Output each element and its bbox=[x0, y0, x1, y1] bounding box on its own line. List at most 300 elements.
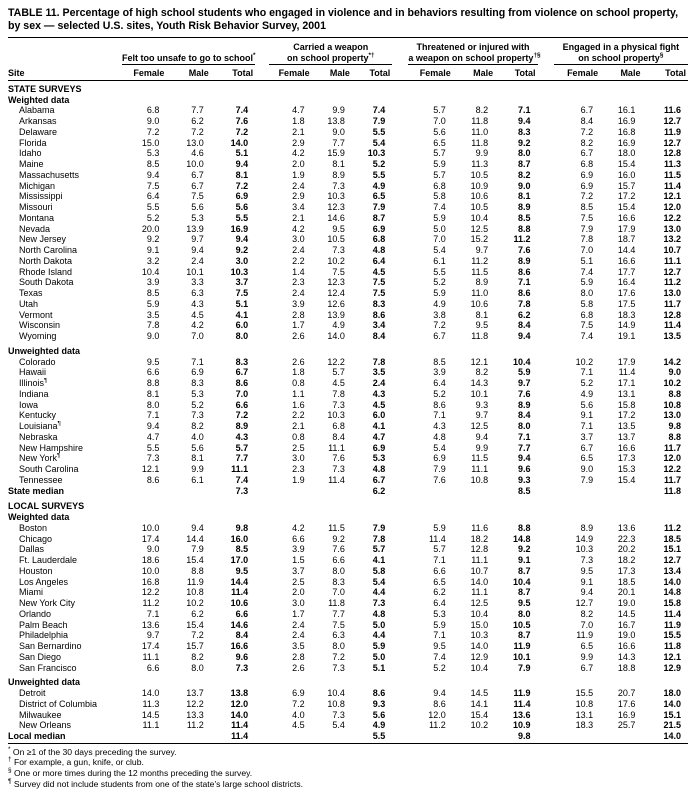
site-cell: Vermont bbox=[19, 309, 53, 320]
value-cell: 5.9 bbox=[433, 619, 446, 630]
total-value-cell: 10.4 bbox=[513, 356, 531, 367]
table-row bbox=[8, 116, 688, 127]
value-cell: 2.4 bbox=[292, 180, 305, 191]
value-cell: 17.6 bbox=[617, 698, 636, 709]
value-cell: 7.7 bbox=[191, 105, 204, 116]
table-row bbox=[8, 453, 688, 464]
total-value-cell: 8.8 bbox=[668, 431, 681, 442]
value-cell: 7.2 bbox=[332, 651, 345, 662]
column-gap bbox=[538, 299, 554, 310]
value-cell: 1.8 bbox=[292, 116, 305, 127]
value-cell: 18.3 bbox=[575, 720, 594, 731]
total-value-cell: 4.5 bbox=[372, 399, 386, 410]
column-gap bbox=[255, 688, 269, 699]
value-cell: 2.5 bbox=[292, 576, 305, 587]
total-value-cell: 11.8 bbox=[663, 641, 681, 652]
value-cell bbox=[408, 486, 452, 497]
total-value-cell: 11.1 bbox=[231, 464, 249, 475]
value-cell: 14.4 bbox=[186, 533, 204, 544]
total-value-cell: 7.6 bbox=[235, 116, 249, 127]
value-cell: 8.0 bbox=[580, 288, 594, 299]
column-gap bbox=[255, 710, 269, 721]
value-cell: 13.1 bbox=[617, 388, 636, 399]
table-row bbox=[8, 170, 688, 181]
site-cell: Philadelphia bbox=[19, 630, 69, 641]
total-value-cell: 14.0 bbox=[230, 709, 249, 720]
value-cell: 9.5 bbox=[580, 565, 594, 576]
value-cell: 6.4 bbox=[146, 191, 160, 202]
column-gap bbox=[255, 652, 269, 663]
value-cell: 10.9 bbox=[470, 180, 489, 191]
column-gap bbox=[538, 320, 554, 331]
value-cell: 10.2 bbox=[186, 598, 204, 609]
value-cell: 5.2 bbox=[433, 662, 446, 673]
total-value-cell: 18.0 bbox=[663, 688, 681, 699]
column-gap bbox=[392, 663, 408, 674]
value-cell: 16.6 bbox=[617, 212, 636, 223]
value-cell: 17.6 bbox=[617, 288, 636, 299]
value-cell: 15.4 bbox=[470, 709, 489, 720]
column-gap bbox=[392, 443, 408, 454]
total-value-cell: 3.0 bbox=[235, 255, 249, 266]
value-cell: 19.1 bbox=[617, 331, 636, 342]
value-cell: 5.9 bbox=[580, 277, 594, 288]
value-cell: 17.4 bbox=[141, 533, 160, 544]
value-cell: 2.4 bbox=[292, 630, 305, 641]
table-row bbox=[8, 523, 688, 534]
total-value-cell: 12.7 bbox=[663, 555, 681, 566]
column-gap bbox=[255, 331, 269, 342]
value-cell: 7.1 bbox=[580, 421, 594, 432]
value-cell: 9.4 bbox=[433, 688, 446, 699]
column-gap bbox=[255, 191, 269, 202]
value-cell: 12.2 bbox=[141, 587, 160, 598]
site-cell: Illinois¶ bbox=[19, 378, 48, 389]
value-cell: 1.1 bbox=[292, 388, 305, 399]
column-gap bbox=[392, 310, 408, 321]
subsection-heading-row bbox=[8, 342, 688, 357]
value-cell: 6.9 bbox=[191, 367, 204, 378]
footnote: ¶ Survey did not include students from one of the state's large school districts. bbox=[8, 777, 304, 789]
column-gap bbox=[255, 38, 269, 64]
footnote-marker-icon: † bbox=[8, 756, 12, 764]
section-heading: LOCAL SURVEYS bbox=[8, 501, 85, 512]
value-cell: 5.2 bbox=[146, 212, 160, 223]
value-cell: 5.0 bbox=[433, 223, 446, 234]
total-value-cell: 5.6 bbox=[372, 709, 386, 720]
total-value-cell: 11.7 bbox=[663, 474, 681, 485]
column-gap bbox=[538, 389, 554, 400]
total-value-cell: 4.8 bbox=[372, 464, 386, 475]
site-cell: San Bernardino bbox=[19, 641, 82, 652]
value-cell: 17.2 bbox=[617, 191, 636, 202]
column-gap bbox=[255, 453, 269, 464]
column-gap bbox=[255, 534, 269, 545]
column-gap bbox=[392, 357, 408, 368]
table-row bbox=[8, 620, 688, 631]
value-cell: 16.0 bbox=[617, 169, 636, 180]
sex-column-header: Male bbox=[600, 64, 642, 80]
value-cell: 10.0 bbox=[141, 565, 160, 576]
value-cell: 6.6 bbox=[146, 662, 160, 673]
column-gap bbox=[392, 38, 408, 64]
value-cell: 9.9 bbox=[191, 464, 204, 475]
total-value-cell: 13.0 bbox=[663, 410, 681, 421]
column-gap bbox=[255, 138, 269, 149]
value-cell: 3.9 bbox=[292, 298, 305, 309]
total-value-cell: 16.9 bbox=[230, 223, 249, 234]
column-gap bbox=[392, 609, 408, 620]
column-gap bbox=[392, 389, 408, 400]
total-value-cell: 8.6 bbox=[518, 288, 531, 299]
total-value-cell: 8.1 bbox=[518, 191, 531, 202]
value-cell: 8.6 bbox=[433, 698, 446, 709]
column-gap bbox=[538, 331, 554, 342]
value-cell: 17.1 bbox=[617, 378, 636, 389]
footnote: * On ≥1 of the 30 days preceding the survey. bbox=[8, 745, 177, 757]
value-cell: 7.0 bbox=[191, 331, 204, 342]
sex-column-header: Male bbox=[453, 64, 495, 80]
table-row bbox=[8, 127, 688, 138]
total-value-cell: 4.7 bbox=[372, 431, 386, 442]
site-cell: San Francisco bbox=[19, 662, 77, 673]
value-cell: 11.6 bbox=[471, 522, 489, 533]
total-value-cell: 9.4 bbox=[518, 331, 531, 342]
table-row bbox=[8, 598, 688, 609]
total-value-cell: 11.4 bbox=[513, 698, 531, 709]
value-cell: 11.2 bbox=[471, 255, 489, 266]
value-cell: 6.8 bbox=[146, 105, 160, 116]
value-cell: 1.9 bbox=[292, 474, 305, 485]
column-gap bbox=[392, 159, 408, 170]
value-cell: 7.3 bbox=[580, 555, 594, 566]
total-value-cell: 6.7 bbox=[235, 367, 249, 378]
column-gap bbox=[538, 410, 554, 421]
total-value-cell: 4.9 bbox=[372, 180, 386, 191]
table-row bbox=[8, 378, 688, 389]
value-cell: 12.5 bbox=[470, 421, 489, 432]
value-cell: 12.2 bbox=[327, 356, 345, 367]
total-value-cell: 8.3 bbox=[372, 298, 386, 309]
table-row bbox=[8, 475, 688, 486]
value-cell: 5.9 bbox=[433, 522, 446, 533]
value-cell: 2.4 bbox=[292, 619, 305, 630]
value-cell: 10.0 bbox=[141, 522, 160, 533]
total-value-cell: 6.0 bbox=[235, 320, 249, 331]
value-cell: 7.1 bbox=[146, 410, 160, 421]
value-cell: 16.6 bbox=[617, 255, 636, 266]
column-gap bbox=[392, 410, 408, 421]
value-cell: 8.6 bbox=[146, 474, 160, 485]
site-cell: Tennessee bbox=[19, 474, 63, 485]
value-cell: 5.4 bbox=[433, 442, 446, 453]
value-cell: 4.5 bbox=[332, 378, 345, 389]
value-cell: 11.3 bbox=[142, 698, 160, 709]
column-gap bbox=[392, 148, 408, 159]
value-cell: 12.4 bbox=[327, 288, 345, 299]
total-value-cell: 11.5 bbox=[663, 169, 681, 180]
value-cell: 9.2 bbox=[146, 234, 160, 245]
column-gap bbox=[538, 609, 554, 620]
total-value-cell: 12.7 bbox=[663, 137, 681, 148]
column-gap bbox=[538, 310, 554, 321]
value-cell: 13.5 bbox=[617, 421, 636, 432]
total-value-cell: 12.0 bbox=[663, 453, 681, 464]
value-cell: 5.9 bbox=[433, 288, 446, 299]
value-cell: 4.8 bbox=[433, 431, 446, 442]
column-gap bbox=[538, 378, 554, 389]
value-cell: 7.0 bbox=[433, 234, 446, 245]
column-gap bbox=[255, 202, 269, 213]
value-cell: 6.7 bbox=[191, 180, 204, 191]
column-group-row bbox=[8, 38, 688, 64]
value-cell: 9.7 bbox=[191, 234, 204, 245]
value-cell: 7.3 bbox=[332, 245, 345, 256]
column-gap bbox=[538, 105, 554, 116]
value-cell: 3.5 bbox=[146, 309, 160, 320]
value-cell: 7.8 bbox=[146, 320, 160, 331]
column-gap bbox=[255, 170, 269, 181]
total-value-cell: 5.9 bbox=[518, 367, 531, 378]
column-gap bbox=[255, 544, 269, 555]
value-cell: 7.6 bbox=[433, 474, 446, 485]
column-gap bbox=[392, 421, 408, 432]
column-gap bbox=[538, 534, 554, 545]
total-value-cell: 13.2 bbox=[663, 234, 681, 245]
column-gap bbox=[392, 688, 408, 699]
total-value-cell: 5.4 bbox=[372, 576, 386, 587]
total-value-cell: 11.4 bbox=[663, 180, 681, 191]
table-row bbox=[8, 587, 688, 598]
value-cell: 5.5 bbox=[146, 202, 160, 213]
column-gap bbox=[392, 577, 408, 588]
value-cell: 15.9 bbox=[327, 148, 345, 159]
value-cell: 15.2 bbox=[470, 234, 489, 245]
site-cell: Nebraska bbox=[19, 431, 58, 442]
total-value-cell: 5.1 bbox=[235, 148, 249, 159]
total-value-cell: 18.5 bbox=[663, 533, 681, 544]
column-gap bbox=[255, 475, 269, 486]
site-cell: Alabama bbox=[19, 105, 55, 116]
value-cell: 8.5 bbox=[146, 288, 160, 299]
value-cell: 11.1 bbox=[142, 720, 160, 731]
value-cell: 20.1 bbox=[617, 587, 636, 598]
total-value-cell: 11.2 bbox=[663, 522, 681, 533]
value-cell: 8.1 bbox=[146, 388, 160, 399]
subsection-heading: Unweighted data bbox=[8, 345, 81, 356]
total-value-cell: 10.4 bbox=[513, 576, 531, 587]
total-value-cell: 9.4 bbox=[518, 453, 531, 464]
total-value-cell: 7.1 bbox=[518, 277, 531, 288]
value-cell: 11.2 bbox=[186, 720, 204, 731]
value-cell: 17.9 bbox=[617, 223, 636, 234]
total-value-cell: 21.5 bbox=[663, 720, 681, 731]
column-gap bbox=[538, 663, 554, 674]
value-cell: 7.2 bbox=[146, 126, 160, 137]
value-cell: 3.3 bbox=[191, 277, 204, 288]
value-cell: 13.6 bbox=[141, 619, 160, 630]
value-cell: 12.2 bbox=[186, 698, 204, 709]
value-cell: 7.5 bbox=[191, 191, 204, 202]
total-value-cell: 6.9 bbox=[372, 223, 386, 234]
column-gap bbox=[538, 475, 554, 486]
column-gap bbox=[392, 544, 408, 555]
column-gap bbox=[538, 486, 554, 497]
site-cell: Colorado bbox=[19, 356, 56, 367]
value-cell: 6.9 bbox=[292, 688, 305, 699]
value-cell: 5.3 bbox=[191, 212, 204, 223]
table-row bbox=[8, 432, 688, 443]
value-cell: 8.2 bbox=[475, 105, 489, 116]
value-cell: 7.6 bbox=[332, 544, 345, 555]
value-cell bbox=[166, 486, 210, 497]
value-cell: 10.5 bbox=[327, 234, 345, 245]
value-cell: 18.8 bbox=[617, 662, 636, 673]
value-cell: 6.6 bbox=[332, 555, 345, 566]
table-row bbox=[8, 389, 688, 400]
column-gap bbox=[538, 464, 554, 475]
value-cell: 17.9 bbox=[617, 356, 636, 367]
sex-column-header: Female bbox=[122, 64, 166, 80]
value-cell: 2.2 bbox=[292, 410, 305, 421]
total-value-cell: 6.2 bbox=[518, 309, 531, 320]
section-heading-row bbox=[8, 496, 688, 512]
value-cell: 9.0 bbox=[146, 544, 160, 555]
column-gap bbox=[255, 116, 269, 127]
column-gap bbox=[538, 224, 554, 235]
value-cell: 20.0 bbox=[141, 223, 160, 234]
value-cell: 8.1 bbox=[332, 159, 345, 170]
table-row bbox=[8, 731, 688, 742]
value-cell: 9.5 bbox=[146, 356, 160, 367]
column-gap bbox=[255, 731, 269, 742]
value-cell: 13.9 bbox=[327, 309, 345, 320]
column-gap bbox=[392, 486, 408, 497]
value-cell: 5.2 bbox=[191, 399, 204, 410]
total-value-cell: 9.2 bbox=[518, 137, 531, 148]
total-value-cell: 5.0 bbox=[372, 619, 386, 630]
column-gap bbox=[255, 159, 269, 170]
value-cell: 4.2 bbox=[292, 223, 305, 234]
value-cell: 7.9 bbox=[580, 223, 594, 234]
sex-column-header: Total bbox=[495, 64, 537, 80]
value-cell: 7.9 bbox=[580, 474, 594, 485]
total-value-cell: 14.0 bbox=[663, 698, 681, 709]
value-cell: 8.0 bbox=[191, 662, 204, 673]
total-value-cell: 2.4 bbox=[372, 378, 386, 389]
value-cell: 14.6 bbox=[327, 212, 345, 223]
value-cell: 10.2 bbox=[327, 255, 345, 266]
total-value-cell: 11.4 bbox=[663, 320, 681, 331]
column-gap bbox=[538, 699, 554, 710]
total-value-cell: 13.0 bbox=[663, 288, 681, 299]
total-value-cell: 8.6 bbox=[372, 688, 386, 699]
value-cell: 9.4 bbox=[475, 431, 489, 442]
value-cell: 2.5 bbox=[292, 442, 305, 453]
column-gap bbox=[538, 64, 554, 80]
value-cell: 20.7 bbox=[617, 688, 636, 699]
value-cell: 1.5 bbox=[292, 555, 305, 566]
value-cell: 16.9 bbox=[617, 116, 636, 127]
site-cell: District of Columbia bbox=[19, 698, 98, 709]
column-gap bbox=[392, 288, 408, 299]
value-cell bbox=[269, 731, 311, 742]
footnote-marker-icon: ¶ bbox=[57, 453, 61, 460]
value-cell: 16.6 bbox=[617, 442, 636, 453]
value-cell: 7.5 bbox=[146, 180, 160, 191]
sex-column-header: Female bbox=[554, 64, 600, 80]
value-cell: 9.7 bbox=[146, 630, 160, 641]
value-cell bbox=[600, 486, 642, 497]
column-gap bbox=[538, 731, 554, 742]
table-row bbox=[8, 534, 688, 545]
column-gap bbox=[538, 288, 554, 299]
subsection-heading: Weighted data bbox=[8, 512, 70, 523]
table-row bbox=[8, 410, 688, 421]
value-cell: 17.3 bbox=[617, 565, 636, 576]
column-gap bbox=[538, 523, 554, 534]
site-cell: Chicago bbox=[19, 533, 53, 544]
column-gap bbox=[538, 245, 554, 256]
value-cell: 15.3 bbox=[617, 464, 636, 475]
total-value-cell: 8.4 bbox=[518, 410, 531, 421]
total-value-cell: 8.6 bbox=[518, 266, 531, 277]
value-cell: 2.4 bbox=[292, 245, 305, 256]
value-cell: 8.2 bbox=[475, 367, 489, 378]
value-cell: 7.5 bbox=[332, 619, 345, 630]
value-cell: 5.8 bbox=[433, 191, 446, 202]
value-cell: 15.0 bbox=[141, 137, 160, 148]
value-cell: 14.0 bbox=[470, 576, 489, 587]
column-gap bbox=[392, 256, 408, 267]
column-gap bbox=[255, 400, 269, 411]
site-cell: Palm Beach bbox=[19, 619, 68, 630]
site-cell: Kentucky bbox=[19, 410, 57, 421]
total-value-cell: 11.4 bbox=[231, 731, 249, 742]
total-value-cell: 15.1 bbox=[663, 544, 681, 555]
total-value-cell: 11.8 bbox=[663, 485, 681, 496]
site-cell: Orlando bbox=[19, 608, 52, 619]
total-value-cell: 8.4 bbox=[235, 630, 249, 641]
value-cell: 10.3 bbox=[575, 544, 594, 555]
total-value-cell: 11.4 bbox=[231, 720, 249, 731]
column-gap bbox=[538, 432, 554, 443]
value-cell: 2.6 bbox=[292, 662, 305, 673]
total-value-cell: 5.2 bbox=[372, 159, 386, 170]
table-row bbox=[8, 609, 688, 620]
value-cell: 19.0 bbox=[617, 630, 636, 641]
value-cell: 12.5 bbox=[470, 223, 489, 234]
value-cell: 1.4 bbox=[292, 266, 305, 277]
value-cell: 4.0 bbox=[292, 709, 305, 720]
value-cell: 8.0 bbox=[332, 565, 345, 576]
total-value-cell: 7.9 bbox=[372, 202, 386, 213]
column-gap bbox=[255, 234, 269, 245]
value-cell: 11.8 bbox=[471, 116, 489, 127]
table-row bbox=[8, 288, 688, 299]
value-cell: 7.4 bbox=[580, 331, 594, 342]
total-value-cell: 9.8 bbox=[235, 522, 249, 533]
total-value-cell: 14.2 bbox=[663, 356, 681, 367]
total-value-cell: 10.6 bbox=[230, 598, 249, 609]
column-gap bbox=[392, 731, 408, 742]
subsection-heading-row bbox=[8, 512, 688, 523]
value-cell: 9.9 bbox=[332, 105, 345, 116]
table-row bbox=[8, 663, 688, 674]
total-value-cell: 5.5 bbox=[372, 126, 386, 137]
value-cell: 7.8 bbox=[332, 388, 345, 399]
total-value-cell: 8.2 bbox=[518, 169, 531, 180]
